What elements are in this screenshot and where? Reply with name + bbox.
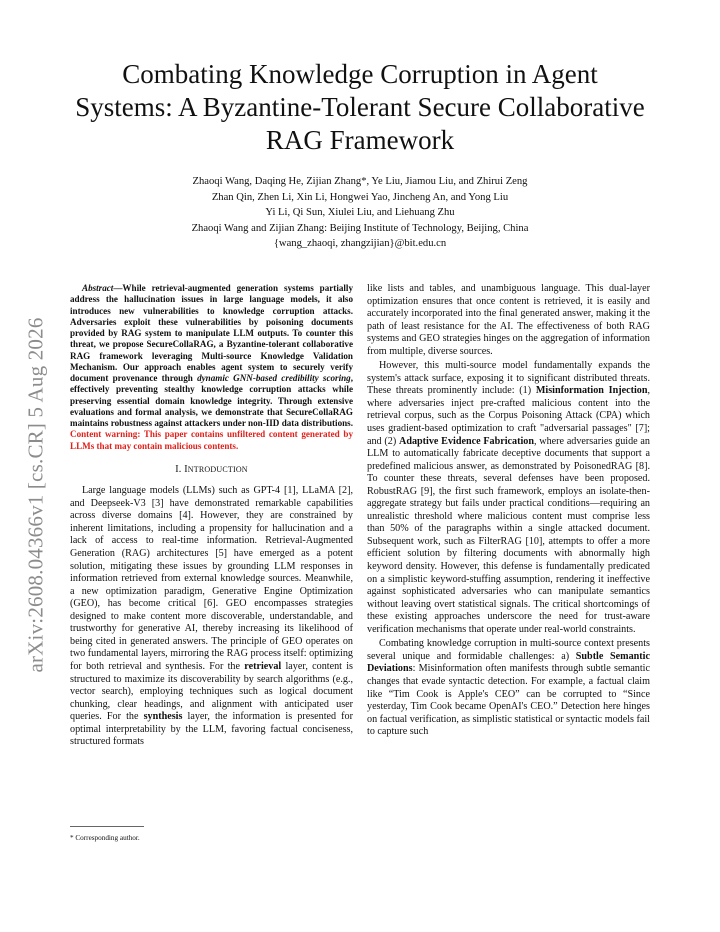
body-paragraph xyxy=(70,485,353,748)
abstract-dash: — xyxy=(113,283,123,293)
paragraph-text: layer, content is structured to maximize its discoverability by search algorithms (e.g., vector search), employing techniques such as logical document chunking, clear headings, and alignment with anticipated user queries. For the xyxy=(70,660,353,723)
title-line: Combating Knowledge Corruption in Agent xyxy=(122,59,598,89)
abstract xyxy=(70,283,353,452)
body-paragraph xyxy=(367,360,650,636)
paragraph-text: However, this multi-source model fundamentally expands the system's attack surface, exposing it to significant distributed threats. These threats prominently include: (1) xyxy=(367,360,650,397)
section-initial: I xyxy=(184,463,188,475)
section-title-rest: NTRODUCTION xyxy=(187,464,248,474)
bold-term: Adaptive Evidence Fabrication xyxy=(399,435,534,447)
paragraph-text: : Misinformation often manifests through subtle semantic changes that evade syntactic detection. For example, a factual claim like “Tim Cook is Apple's CEO” can be corrupted to “Since yesterday, Tim Cook became OpenAI's CEO.” Detection here hinges on factual verification, as simplistic statistical or syntactic models fail to capture such xyxy=(367,663,650,738)
paragraph-text: , where adversaries guide an LLM to automatically fabricate deceptive documents that support a predefined malicious answer, as demonstrated by PoisonedRAG [8]. To counter these threats, several defenses have been proposed. RobustRAG [9], the first such framework, employs an isolate-then-aggregate strategy but fails under practical conditions—requiring an unrealistic threshold where malicious content must comprise less than 50% of the paragraphs within a single attacked document. Subsequent work, such as FilterRAG [10], attempts to offer a more efficient solution by filtering documents with abnormally high keyword density. However, this defense is fundamentally predicated on a simplistic keyword-stuffing assumption, rendering it ineffective against sophisticated adversaries who can manipulate semantics without leaving overt statistical signals. The critical shortcomings of these existing approaches underscore the need for trust-aware verification mechanisms that operate under real-world constraints. xyxy=(367,435,650,635)
abstract-emphasis: dynamic GNN-based credibility scoring xyxy=(197,373,351,383)
paper-title xyxy=(50,58,670,157)
paragraph-text: , where adversaries inject pre-crafted malicious content into the retrieval corpus, such as the Corpus Poisoning Attack (CPA) which uses gradient-based optimization to craft "adversarial passages" [7]; and (2) xyxy=(367,385,650,447)
arxiv-identifier: arXiv:2608.04366v1 [cs.CR] 5 Aug 2026 xyxy=(23,317,48,673)
left-column xyxy=(70,283,353,749)
paragraph-text: Combating knowledge corruption in multi-source context presents several unique and formidable challenges: a) xyxy=(367,638,650,662)
author-block xyxy=(70,174,650,252)
body-paragraph: like lists and tables, and unambiguous language. This dual-layer optimization ensures that once content is retrieved, it is easily and accurately incorporated into the final generated answer, making it the path of least resistance for the AI. The effectiveness of both RAG systems and GEO strategies hinges on the aggregation of information from multiple, diverse sources. xyxy=(367,283,650,357)
content-warning: Content warning: This paper contains unfiltered content generated by LLMs that may contain malicious contents. xyxy=(70,429,353,451)
footnote-text: * Corresponding author. xyxy=(70,834,140,842)
affiliation: Zhaoqi Wang and Zijian Zhang: Beijing Institute of Technology, Beijing, China xyxy=(191,222,529,234)
paragraph-text: Large language models (LLMs) such as GPT-4 [1], LLaMA [2], and Deepseek-V3 [3] have demonstrated remarkable capabilities across diverse domains [4]. However, they are constrained by inherent limitations, including a propensity for hallucination and a lack of access to real-time information. Retrieval-Augmented Generation (RAG) architectures [5] have emerged as a potent solution, mitigating these issues by grounding LLM responses in information retrieved from external knowledge sources. Meanwhile, a new optimization paradigm, Generative Engine Optimization (GEO), has become critical [6]. GEO encompasses strategies designed to make content more discoverable, understandable, and trustworthy for generative AI, thereby increasing its likelihood of being cited in generated answers. The principle of GEO operates on two fundamental layers, mirroring the RAG process itself: optimizing for both retrieval and synthesis. For the xyxy=(70,485,353,672)
paragraph-text: layer, the information is presented for optimal interpretability by the LLM, favoring factual conciseness, structured formats xyxy=(70,711,353,748)
bold-term: retrieval xyxy=(244,660,282,672)
title-line: Systems: A Byzantine-Tolerant Secure Collaborative xyxy=(75,92,645,122)
abstract-text: While retrieval-augmented generation systems partially address the hallucination issues in large language models, it also introduces new vulnerabilities to knowledge corruption attacks. Adversaries exploit these vulnerabilities by poisoning documents provided by RAG system to manipulate LLM outputs. To counter this threat, we propose SecureCollaRAG, a Byzantine-tolerant collaborative RAG framework leveraging Multi-source Knowledge Validation Mechanism. Our approach enables agent system to securely verify document provenance through xyxy=(70,283,353,383)
author-line: Zhaoqi Wang, Daqing He, Zijian Zhang*, Ye Liu, Jiamou Liu, and Zhirui Zeng xyxy=(192,176,528,187)
bold-term: Misinformation Injection xyxy=(535,385,648,397)
abstract-label: Abstract xyxy=(82,283,114,293)
bold-term: synthesis xyxy=(143,711,183,723)
right-column xyxy=(367,283,650,739)
title-line: RAG Framework xyxy=(265,125,455,155)
body-paragraph xyxy=(367,638,650,738)
footnote-rule xyxy=(70,826,144,827)
author-line: Zhan Qin, Zhen Li, Xin Li, Hongwei Yao, Jincheng An, and Yong Liu xyxy=(211,191,509,203)
arxiv-sidebar-stamp xyxy=(22,317,50,673)
footnote xyxy=(70,834,353,842)
author-line: Yi Li, Qi Sun, Xiulei Liu, and Liehuang Zhu xyxy=(265,207,455,218)
section-numeral: I. xyxy=(175,463,185,475)
bold-term: Subtle Semantic Deviations xyxy=(367,650,650,675)
abstract-text: , effectively preventing stealthy knowledge corruption attacks while preserving essential domain knowledge integrity. Through extensive evaluations and formal analysis, we demonstrate that SecureCollaRAG maintains robustness against attackers under non-IID data distributions. xyxy=(70,373,353,428)
email: {wang_zhaoqi, zhangzijian}@bit.edu.cn xyxy=(273,238,447,249)
section-heading xyxy=(70,464,353,477)
